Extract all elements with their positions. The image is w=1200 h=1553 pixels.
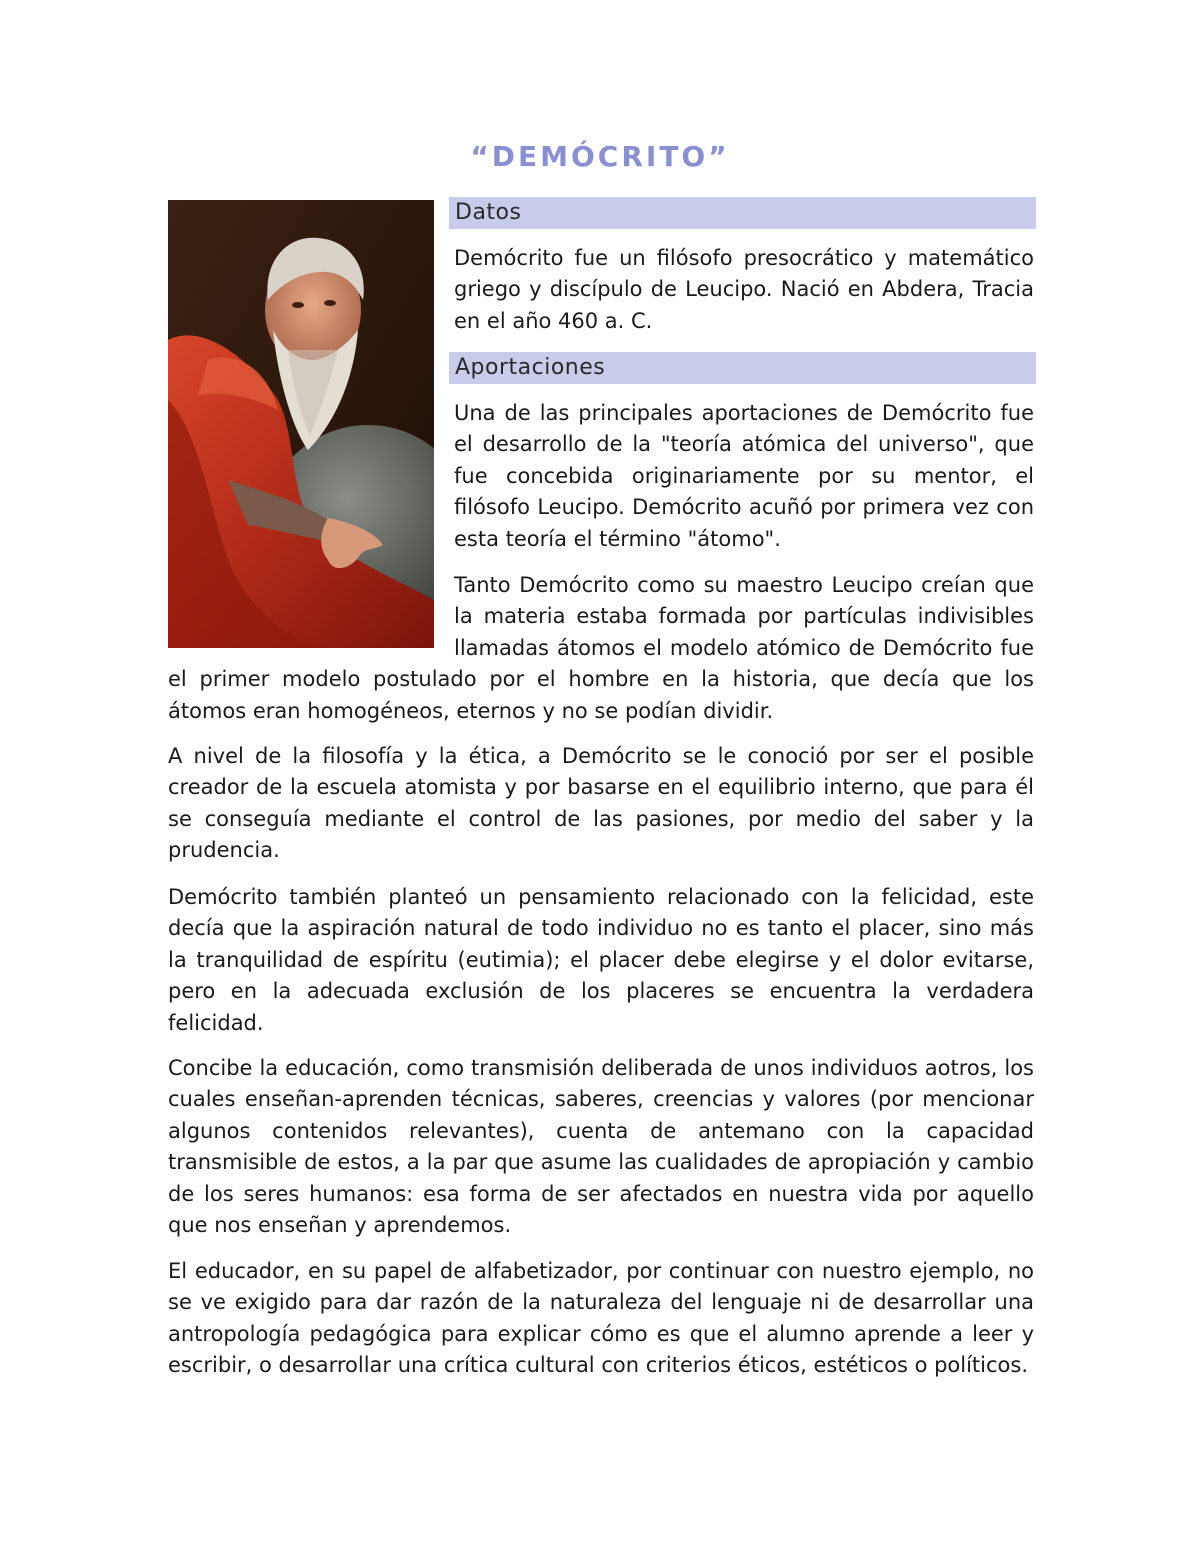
paragraph-aportaciones-5: Concibe la educación, como transmisión deliberada de unos individuos aotros, los cuales enseñan-aprenden técnicas, saberes, creencias y valores (por mencionar algunos contenidos relevantes), cuenta de antemano con la capacidad transmisible de estos, a la par que asume las cualidades de apropiación y cambio de los seres humanos: esa forma de ser afectados en nuestra vida por aquello que nos enseñan y aprendemos.	[168, 1056, 1034, 1238]
paragraph-aportaciones-6: El educador, en su papel de alfabetizador, por continuar con nuestro ejemplo, no se ve exigido para dar razón de la naturaleza del lenguaje ni de desarrollar una antropología pedagógica para explicar cómo es que el alumno aprende a leer y escribir, o desarrollar una crítica cultural con criterios éticos, estéticos o políticos.	[168, 1259, 1034, 1378]
paragraph-aportaciones-4: Demócrito también planteó un pensamiento relacionado con la felicidad, este decía que la aspiración natural de todo individuo no es tanto el placer, sino más la tranquilidad de espíritu (eutimia); el placer debe elegirse y el dolor evitarse, pero en la adecuada exclusión de los placeres se encuentra la verdadera felicidad.	[168, 885, 1034, 1035]
portrait-float-spacer	[168, 570, 454, 648]
section-heading-datos: Datos	[449, 197, 1036, 229]
paragraph-aportaciones-2: Tanto Demócrito como su maestro Leucipo creían que la materia estaba formada por partículas indivisibles llamadas átomos el modelo atómico de Demócrito fue el primer modelo postulado por el hombre en la historia, que decía que los átomos eran homogéneos, eternos y no se podían dividir.	[168, 573, 1034, 723]
paragraph-aportaciones-3: A nivel de la filosofía y la ética, a Demócrito se le conoció por ser el posible creador de la escuela atomista y por basarse en el equilibrio interno, que para él se conseguía mediante el control de las pasiones, por medio del saber y la prudencia.	[168, 744, 1034, 863]
section-heading-aportaciones: Aportaciones	[449, 352, 1036, 384]
page-title: “DEMÓCRITO”	[470, 140, 730, 173]
paragraph-datos: Demócrito fue un filósofo presocrático y matemático griego y discípulo de Leucipo. Nació en Abdera, Tracia en el año 460 a. C.	[454, 246, 1034, 333]
paragraph-aportaciones-1: Una de las principales aportaciones de Demócrito fue el desarrollo de la "teoría atómica del universo", que fue concebida originariamente por su mentor, el filósofo Leucipo. Demócrito acuñó por primera vez con esta teoría el término "átomo".	[454, 401, 1034, 551]
paragraph-aportaciones-2-wrap	[168, 570, 1034, 727]
